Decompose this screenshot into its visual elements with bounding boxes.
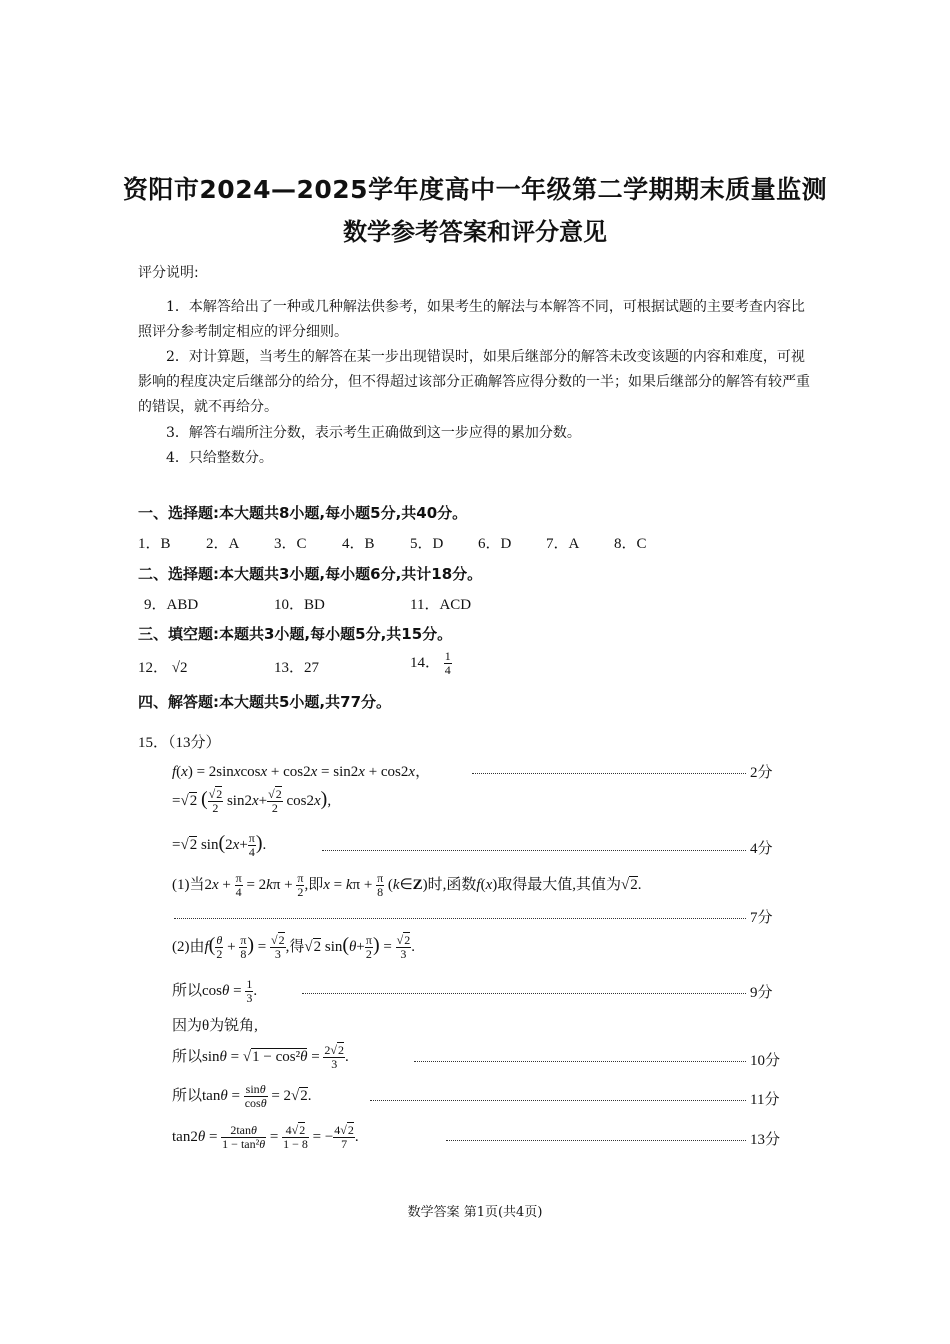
dotted-leader — [446, 1140, 746, 1141]
answer-11: 11．ACD — [410, 597, 472, 613]
score-4: 4分 — [750, 841, 773, 857]
answer-7: 7．A — [546, 536, 580, 552]
score-10: 10分 — [750, 1053, 781, 1069]
dotted-leader — [302, 993, 746, 994]
q15-line1: f(x) = 2sinxcosx + cos2x = sin2x + cos2x， — [172, 764, 431, 780]
section1-heading: 一、选择题:本大题共8小题,每小题5分,共40分。 — [138, 504, 468, 522]
q15-header: 15．（13分） — [138, 735, 221, 751]
dotted-leader — [472, 773, 746, 774]
q15-cos: 所以cosθ = $\frac{1}{3}$ . — [172, 977, 258, 1005]
answer-8: 8．C — [614, 536, 647, 552]
answer-2: 2．A — [206, 536, 240, 552]
dotted-leader — [370, 1100, 746, 1101]
dotted-leader — [414, 1061, 746, 1062]
note-2: 2．对计算题，当考生的解答在某一步出现错误时，如果后继部分的解答未改变该题的内容和难度，可视影响的程度决定后继部分的给分，但不得超过该部分正确解答应得分数的一半；如果后继部分的解答有较严重的错误，就不再给分。 — [138, 349, 810, 415]
answer-4: 4．B — [342, 536, 375, 552]
q15-tan: 所以tanθ = $\frac{\sin\theta}{\cos\theta}$ = 2√2. — [172, 1082, 312, 1110]
score-9: 9分 — [750, 985, 773, 1001]
answer-13: 13．27 — [274, 660, 320, 676]
answer-12-label: 12． — [138, 660, 169, 676]
q15-line2: =√2 ( $\frac{√2}{2}$ sin2x+ $\frac{√2}{2}$ cos2x), — [172, 787, 332, 816]
score-11: 11分 — [750, 1092, 780, 1108]
dotted-leader — [322, 850, 746, 851]
answer-12-value: √2 — [171, 660, 188, 676]
score-2: 2分 — [750, 765, 773, 781]
notes-heading: 评分说明: — [138, 265, 199, 281]
section2-heading: 二、选择题:本大题共3小题,每小题6分,共计18分。 — [138, 565, 483, 583]
page-subtitle: 数学参考答案和评分意见 — [343, 218, 607, 246]
q15-part1: (1)当2x + $\frac{\pi}{4}$ = 2kπ + $\frac{\pi}{2}$ ,即x = kπ + $\frac{\pi}{8}$ (k∈Z)时,函数f(x)取得最大值,其值为√2. — [172, 871, 642, 899]
answer-14 — [410, 650, 452, 677]
answer-3: 3．C — [274, 536, 307, 552]
answer-6: 6．D — [478, 536, 512, 552]
q15-line3: =√2 sin(2x+ $\frac{\pi}{4}$ ). — [172, 831, 267, 860]
answer-14-label: 14． — [410, 654, 441, 671]
page-footer: 数学答案 第1页(共4页) — [407, 1205, 543, 1220]
q15-sin: 所以sinθ = √1 − cos²θ = $\frac{2√2}{3}$ . — [172, 1043, 349, 1071]
answer-9: 9．ABD — [144, 597, 199, 613]
section3-heading: 三、填空题:本题共3小题,每小题5分,共15分。 — [138, 625, 453, 643]
answer-1: 1．B — [138, 536, 171, 552]
q15-part2: (2)由f( $\frac{\theta}{2}$ + $\frac{\pi}{8}$ ) = $\frac{√2}{3}$ ,得√2 sin(θ+ $\frac{\pi}{2}$ ) = $\frac{√2}{3}$ . — [172, 933, 415, 962]
answer-12 — [138, 656, 188, 677]
answer-14-fraction: $\frac{1}{4}$ — [444, 649, 451, 677]
dotted-leader — [174, 918, 746, 919]
page-title: 资阳市2024—2025学年度高中一年级第二学期期末质量监测 — [122, 175, 828, 204]
note-1: 1．本解答给出了一种或几种解法供参考，如果考生的解法与本解答不同，可根据试题的主要考查内容比照评分参考制定相应的评分细则。 — [138, 299, 805, 340]
note-4: 4．只给整数分。 — [166, 450, 273, 466]
note-3: 3．解答右端所注分数，表示考生正确做到这一步应得的累加分数。 — [166, 425, 581, 441]
score-7: 7分 — [750, 910, 773, 926]
q15-acute: 因为θ为锐角, — [172, 1018, 258, 1034]
answer-10: 10．BD — [274, 597, 325, 613]
answer-5: 5．D — [410, 536, 444, 552]
score-13: 13分 — [750, 1132, 781, 1148]
q15-tan2: tan2θ = $\frac{2\tan\theta}{\text{1 − tan²θ}}$ = $\frac{4√2}{1 - 8}$ = − $\frac{4√2}{7}$ . — [172, 1123, 359, 1151]
section4-heading: 四、解答题:本大题共5小题,共77分。 — [138, 693, 392, 711]
